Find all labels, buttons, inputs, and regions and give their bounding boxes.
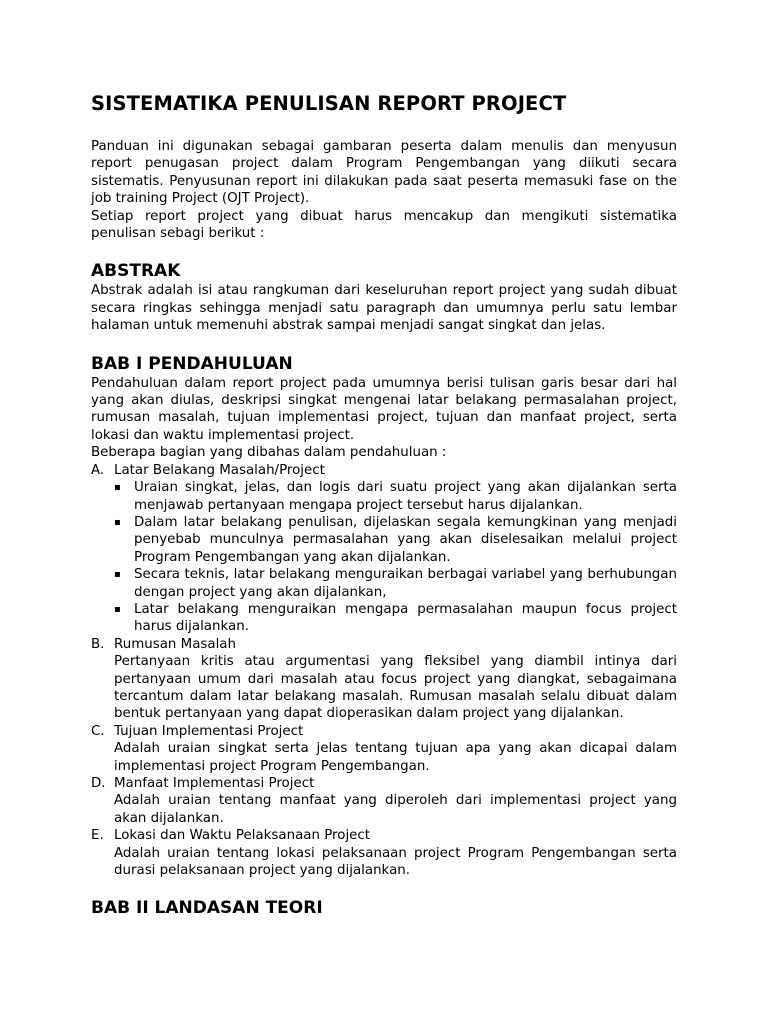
abstrak-heading: ABSTRAK <box>91 261 181 282</box>
subsection-description: Pertanyaan kritis atau argumentasi yang fleksibel yang diambil intinya dari pertanyaan umum dari masalah atau focus project yang diangkat, sebagaimana tercantum dalam latar belakang masalah. Rumusan masalah selalu dibuat dalam bentuk pertanyaan yang dapat dioperasikan dalam project yang dijalankan. <box>114 654 677 722</box>
bab1-subsection-list <box>91 462 677 880</box>
bullet-text: Dalam latar belakang penulisan, dijelaskan segala kemungkinan yang menjadi penyebab munculnya permasalahan yang akan diselesaikan melalui project Program Pengembangan yang akan dijalankan. <box>134 514 677 565</box>
subsection-label: Lokasi dan Waktu Pelaksanaan Project <box>114 828 371 844</box>
subsection-description: Adalah uraian singkat serta jelas tentang tujuan apa yang akan dicapai dalam implementasi project Program Pengembangan. <box>114 741 677 774</box>
bullet-list <box>114 479 677 636</box>
square-bullet-icon: ▪ <box>114 569 121 581</box>
list-marker: E. <box>91 828 104 844</box>
list-item <box>114 479 677 514</box>
subsection-label: Rumusan Masalah <box>114 636 236 652</box>
subsection-d <box>91 775 677 827</box>
list-item <box>114 514 677 566</box>
subsection-label: Tujuan Implementasi Project <box>114 723 304 739</box>
bab1-text-1: Pendahuluan dalam report project pada umumnya berisi tulisan garis besar dari hal yang akan diulas, deskripsi singkat mengenai latar belakang permasalahan project, rumusan masalah, tujuan implementasi project, tujuan dan manfaat project, serta lokasi dan waktu implementasi project. <box>91 375 677 443</box>
subsection-description: Adalah uraian tentang lokasi pelaksanaan project Program Pengembangan serta durasi pelaksanaan project yang dijalankan. <box>114 845 677 879</box>
intro-paragraph-1: Panduan ini digunakan sebagai gambaran peserta dalam menulis dan menyusun report penugasan project dalam Program Pengembangan yang diikuti secara sistematis. Penyusunan report ini dilakukan pada saat peserta memasuki fase on the job training Project (OJT Project). <box>91 139 677 207</box>
page-title: SISTEMATIKA PENULISAN REPORT PROJECT <box>91 92 567 115</box>
square-bullet-icon: ▪ <box>114 516 121 528</box>
subsection-e <box>91 827 677 879</box>
list-marker: D. <box>91 776 106 791</box>
abstrak-text: Abstrak adalah isi atau rangkuman dari keseluruhan report project yang sudah dibuat secara ringkas sehingga menjadi satu paragraph dan umumnya perlu satu lembar halaman untuk memenuhi abstrak sampai menjadi sangat singkat dan jelas. <box>91 283 677 334</box>
list-item <box>114 601 677 636</box>
list-marker: B. <box>91 636 105 652</box>
bullet-text: Latar belakang menguraikan mengapa permasalahan maupun focus project harus dijalankan. <box>134 601 677 635</box>
subsection-b <box>91 636 677 723</box>
subsection-a <box>91 462 677 636</box>
subsection-description: Adalah uraian tentang manfaat yang diperoleh dari implementasi project yang akan dijalankan. <box>114 793 677 826</box>
square-bullet-icon: ▪ <box>114 603 121 615</box>
square-bullet-icon: ▪ <box>114 482 121 494</box>
subsection-label: Latar Belakang Masalah/Project <box>114 462 325 478</box>
list-marker: A. <box>91 462 105 478</box>
subsection-label: Manfaat Implementasi Project <box>114 776 315 791</box>
bab1-text-2: Beberapa bagian yang dibahas dalam pendahuluan : <box>91 445 447 461</box>
list-marker: C. <box>91 723 105 739</box>
list-item <box>114 566 677 601</box>
document-page <box>91 92 677 919</box>
bullet-text: Uraian singkat, jelas, dan logis dari suatu project yang akan dijalankan serta menjawab pertanyaan mengapa project tersebut harus dijalankan. <box>134 480 677 513</box>
subsection-c <box>91 723 677 775</box>
bab2-heading: BAB II LANDASAN TEORI <box>91 898 323 919</box>
bab1-heading: BAB I PENDAHULUAN <box>91 353 293 374</box>
intro-paragraph-2: Setiap report project yang dibuat harus mencakup dan mengikuti sistematika penulisan sebagi berikut : <box>91 208 677 242</box>
bullet-text: Secara teknis, latar belakang menguraikan berbagai variabel yang berhubungan dengan project yang akan dijalankan, <box>134 567 677 600</box>
